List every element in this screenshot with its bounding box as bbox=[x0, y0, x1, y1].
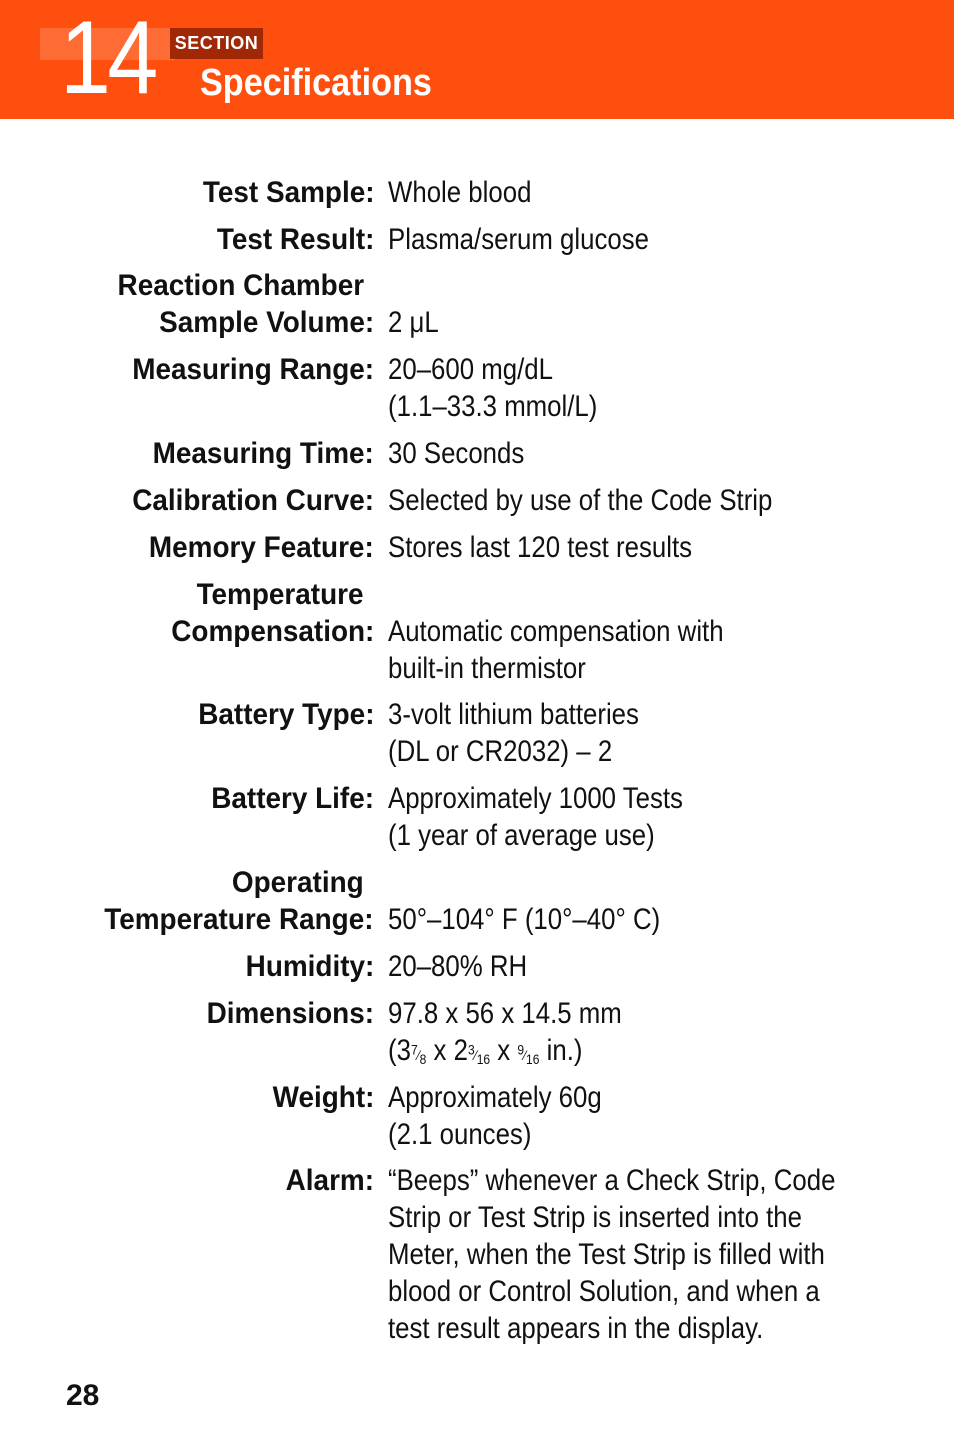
spec-label-humidity: Humidity: bbox=[245, 950, 374, 983]
dim-fraction-2: $^3⁄_{16}$ bbox=[467, 1041, 491, 1067]
dim-fraction-2-numerator: 3 bbox=[467, 1041, 475, 1058]
spec-label-operating: Operating bbox=[232, 866, 364, 899]
spec-label-battery-life: Battery Life: bbox=[211, 782, 374, 815]
dim-whole-2: 2 bbox=[453, 1034, 468, 1067]
spec-value-temperature-compensation-line2: built-in thermistor bbox=[388, 652, 586, 685]
spec-value-battery-type-line1: 3-volt lithium batteries bbox=[388, 698, 639, 731]
spec-label-measuring-range: Measuring Range: bbox=[132, 353, 374, 386]
spec-value-calibration-curve: Selected by use of the Code Strip bbox=[388, 484, 773, 517]
dim-fraction-2-denominator: 16 bbox=[476, 1050, 491, 1067]
spec-label-alarm: Alarm: bbox=[285, 1164, 374, 1197]
spec-value-alarm-line5: test result appears in the display. bbox=[388, 1312, 764, 1345]
spec-value-battery-type-line2: (DL or CR2032) – 2 bbox=[388, 735, 613, 768]
spec-value-battery-life-line1: Approximately 1000 Tests bbox=[388, 782, 683, 815]
dim-open: ( bbox=[388, 1034, 397, 1067]
page-title: Specifications bbox=[200, 62, 432, 104]
dim-sep-2: x bbox=[490, 1034, 518, 1067]
spec-label-dimensions: Dimensions: bbox=[206, 997, 374, 1030]
spec-label-calibration-curve: Calibration Curve: bbox=[132, 484, 374, 517]
dim-fraction-1: $^7⁄_8$ bbox=[410, 1041, 427, 1067]
spec-value-alarm-line1: “Beeps” whenever a Check Strip, Code bbox=[388, 1164, 836, 1197]
spec-value-temperature-compensation-line1: Automatic compensation with bbox=[388, 615, 724, 648]
section-badge bbox=[170, 28, 263, 59]
dim-sep-1: x bbox=[426, 1034, 454, 1067]
spec-value-test-sample: Whole blood bbox=[388, 176, 532, 209]
dim-fraction-3-denominator: 16 bbox=[526, 1050, 540, 1067]
section-header-band bbox=[0, 0, 954, 119]
section-number: 14 bbox=[60, 0, 155, 116]
dim-fraction-3: $^9⁄_{16}$ bbox=[517, 1041, 540, 1067]
spec-value-alarm-line4: blood or Control Solution, and when a bbox=[388, 1275, 820, 1308]
spec-value-weight-line1: Approximately 60g bbox=[388, 1081, 602, 1114]
page-number: 28 bbox=[66, 1379, 100, 1412]
spec-value-measuring-range-line2: (1.1–33.3 mmol/L) bbox=[388, 390, 598, 423]
spec-label-sample-volume: Sample Volume: bbox=[159, 306, 374, 339]
spec-label-reaction-chamber: Reaction Chamber bbox=[117, 269, 364, 302]
spec-value-memory-feature: Stores last 120 test results bbox=[388, 531, 693, 564]
spec-label-memory-feature: Memory Feature: bbox=[149, 531, 374, 564]
spec-label-measuring-time: Measuring Time: bbox=[152, 437, 374, 470]
spec-value-measuring-range-line1: 20–600 mg/dL bbox=[388, 353, 553, 386]
spec-value-alarm-line2: Strip or Test Strip is inserted into the bbox=[388, 1201, 802, 1234]
spec-value-alarm-line3: Meter, when the Test Strip is filled with bbox=[388, 1238, 825, 1271]
spec-label-temperature-range: Temperature Range: bbox=[104, 903, 374, 936]
dim-whole-1: 3 bbox=[396, 1034, 411, 1067]
spec-label-battery-type: Battery Type: bbox=[197, 698, 374, 731]
spec-value-operating-temperature-range: 50°–104° F (10°–40° C) bbox=[388, 903, 661, 936]
spec-label-temperature: Temperature bbox=[197, 578, 364, 611]
dim-fraction-1-denominator: 8 bbox=[419, 1050, 427, 1067]
spec-value-humidity: 20–80% RH bbox=[388, 950, 528, 983]
section-word: SECTION bbox=[174, 33, 259, 53]
spec-value-dimensions-inches bbox=[388, 1032, 582, 1069]
spec-value-test-result: Plasma/serum glucose bbox=[388, 223, 649, 256]
spec-value-dimensions-line1: 97.8 x 56 x 14.5 mm bbox=[388, 997, 622, 1030]
spec-label-test-sample: Test Sample: bbox=[202, 176, 374, 209]
dim-fraction-1-numerator: 7 bbox=[410, 1041, 418, 1058]
spec-label-test-result: Test Result: bbox=[216, 223, 374, 256]
spec-value-measuring-time: 30 Seconds bbox=[388, 437, 525, 470]
spec-label-compensation: Compensation: bbox=[170, 615, 374, 648]
spec-value-sample-volume: 2 μL bbox=[388, 306, 439, 339]
dim-close: in.) bbox=[539, 1034, 583, 1067]
spec-value-weight-line2: (2.1 ounces) bbox=[388, 1118, 532, 1151]
spec-label-weight: Weight: bbox=[272, 1081, 374, 1114]
dim-fraction-3-numerator: 9 bbox=[517, 1041, 525, 1058]
spec-value-battery-life-line2: (1 year of average use) bbox=[388, 819, 655, 852]
